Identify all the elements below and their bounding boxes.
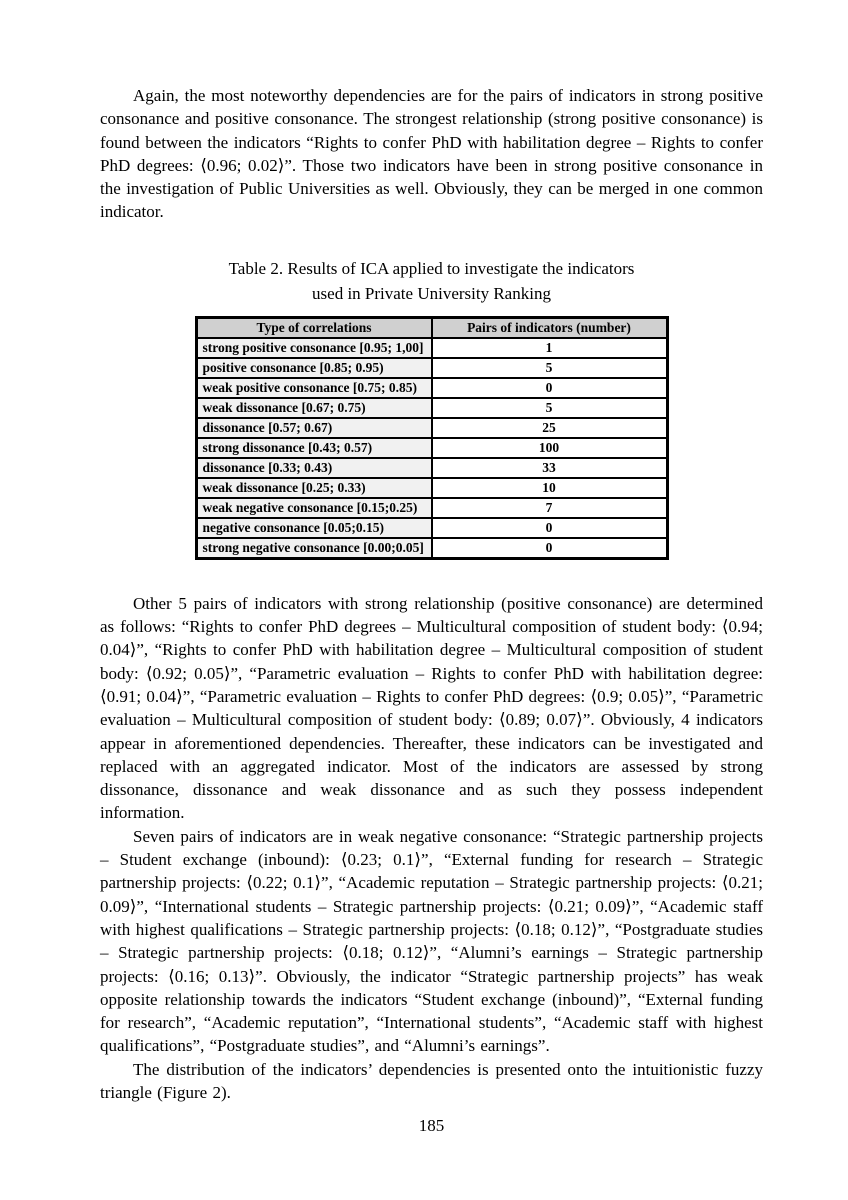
pairs-count-cell: 7 [432, 498, 668, 518]
pairs-count-cell: 5 [432, 398, 668, 418]
correlation-type-cell: strong negative consonance [0.00;0.05] [196, 538, 432, 559]
table-row [196, 438, 667, 458]
pairs-count-cell: 0 [432, 378, 668, 398]
correlation-type-cell: weak negative consonance [0.15;0.25) [196, 498, 432, 518]
correlation-type-cell: weak dissonance [0.67; 0.75) [196, 398, 432, 418]
column-header-pairs-of-indicators: Pairs of indicators (number) [432, 317, 668, 338]
table-row [196, 478, 667, 498]
pairs-count-cell: 25 [432, 418, 668, 438]
pairs-count-cell: 10 [432, 478, 668, 498]
column-header-type-of-correlations: Type of correlations [196, 317, 432, 338]
correlation-type-cell: dissonance [0.57; 0.67) [196, 418, 432, 438]
pairs-count-cell: 5 [432, 358, 668, 378]
table-row [196, 338, 667, 358]
correlation-type-cell: strong positive consonance [0.95; 1,00] [196, 338, 432, 358]
pairs-count-cell: 0 [432, 518, 668, 538]
table-caption [100, 256, 763, 306]
pairs-count-cell: 0 [432, 538, 668, 559]
table-row [196, 358, 667, 378]
table-row [196, 398, 667, 418]
pairs-count-cell: 100 [432, 438, 668, 458]
article-body [100, 84, 763, 1136]
correlation-type-cell: positive consonance [0.85; 0.95) [196, 358, 432, 378]
table-row [196, 458, 667, 478]
table-header-row [196, 317, 667, 338]
correlation-type-cell: dissonance [0.33; 0.43) [196, 458, 432, 478]
pairs-count-cell: 33 [432, 458, 668, 478]
ica-results-table [195, 316, 669, 560]
table-row [196, 418, 667, 438]
table-row [196, 538, 667, 559]
paragraph-figure-reference: The distribution of the indicators’ dependencies is presented onto the intuitionistic fuzzy triangle (Figure 2). [100, 1059, 763, 1103]
paragraph-weak-negative-consonance-pairs: Seven pairs of indicators are in weak negative consonance: “Strategic partnership projects – Student exchange (inbound): ⟨0.23; 0.1⟩”, “External funding for research – Strategic partnership projects: ⟨0.22; 0.1⟩”, “Academic reputation – Strategic partnership projects: ⟨0.21; 0.09⟩”, “International students – Strategic partnership projects: ⟨0.21; 0.09⟩”, “Academic staff with highest qualifications – Strategic partnership projects: ⟨0.18; 0.12⟩”, “Postgraduate studies – Strategic partnership projects: ⟨0.18; 0.12⟩”, “Alumni’s earnings – Strategic partnership projects: ⟨0.16; 0.13⟩”. Obviously, the indicator “Strategic partnership projects” has weak opposite relationship towards the indicators “Student exchange (inbound)”, “External funding for research”, “Academic reputation”, “International students”, “Academic staff with highest qualifications”, “Postgraduate studies”, and “Alumni’s earnings”. [100, 826, 763, 1056]
page-number: 185 [418, 1116, 445, 1136]
table-caption-line-1: Table 2. Results of ICA applied to investigate the indicators [228, 258, 635, 278]
table-row [196, 498, 667, 518]
table-row [196, 518, 667, 538]
table-row [196, 378, 667, 398]
table-caption-line-2: used in Private University Ranking [312, 283, 551, 303]
pairs-count-cell: 1 [432, 338, 668, 358]
correlation-type-cell: strong dissonance [0.43; 0.57) [196, 438, 432, 458]
correlation-type-cell: weak positive consonance [0.75; 0.85) [196, 378, 432, 398]
correlation-type-cell: weak dissonance [0.25; 0.33) [196, 478, 432, 498]
correlation-type-cell: negative consonance [0.05;0.15) [196, 518, 432, 538]
paragraph-intro: Again, the most noteworthy dependencies are for the pairs of indicators in strong positive consonance and positive consonance. The strongest relationship (strong positive consonance) is found between the indicators “Rights to confer PhD with habilitation degree – Rights to confer PhD degrees: ⟨0.96; 0.02⟩”. Those two indicators have been in strong positive consonance in the investigation of Public Universities as well. Obviously, they can be merged in one common indicator. [100, 86, 763, 222]
paragraph-positive-consonance-pairs: Other 5 pairs of indicators with strong relationship (positive consonance) are determined as follows: “Rights to confer PhD degrees – Multicultural composition of student body: ⟨0.94; 0.04⟩”, “Rights to confer PhD with habilitation degree – Multicultural composition of student body: ⟨0.92; 0.05⟩”, “Parametric evaluation – Rights to confer PhD with habilitation degree: ⟨0.91; 0.04⟩”, “Parametric evaluation – Rights to confer PhD degrees: ⟨0.9; 0.05⟩”, “Parametric evaluation – Multicultural composition of student body: ⟨0.89; 0.07⟩”. Obviously, 4 indicators appear in aforementioned dependencies. Thereafter, these indicators can be investigated and replaced with an aggregated indicator. Most of the indicators are assessed by strong dissonance, dissonance and weak dissonance and as such they possess independent information. [100, 593, 763, 823]
